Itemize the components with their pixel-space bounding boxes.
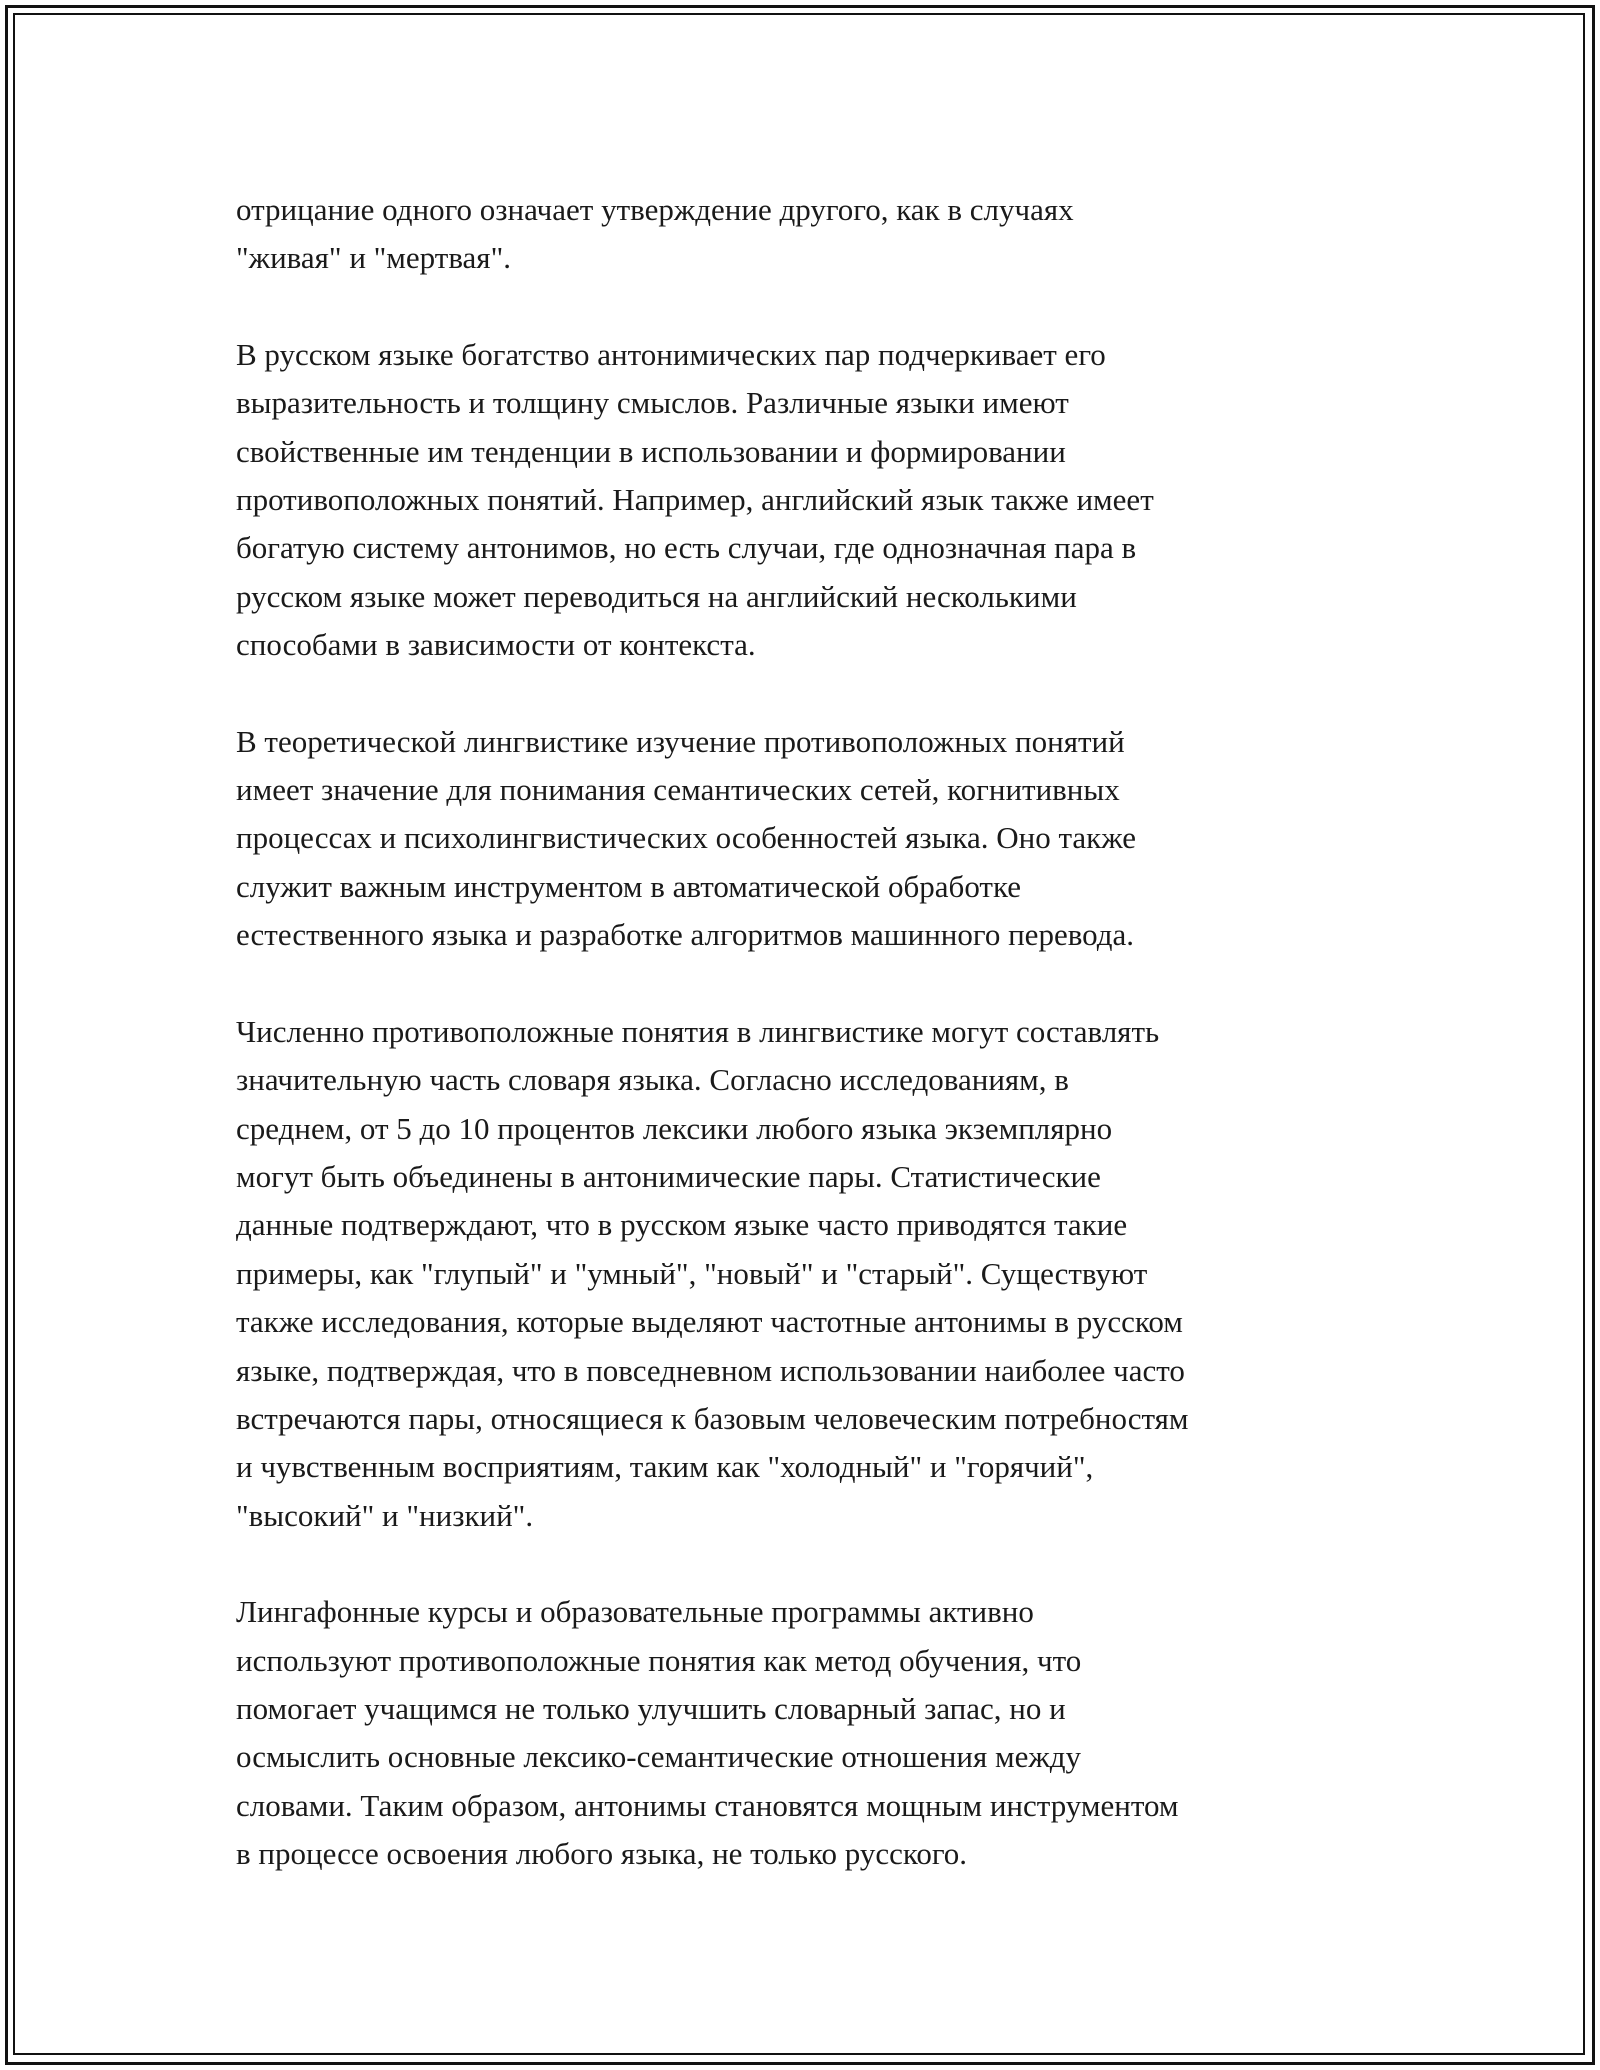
document-body [236,186,1366,1879]
paragraph: В русском языке богатство антонимических пар подчеркивает его выразительность и толщину смыслов. Различные языки имеют свойственные им тенденции в использовании и формировании противоположных понятий. Например, английский язык также имеет богатую систему антонимов, но есть случаи, где однозначная пара в русском языке может переводиться на английский несколькими способами в зависимости от контекста. [236,336,1154,663]
paragraph: В теоретической лингвистике изучение противоположных понятий имеет значение для понимания семантических сетей, когнитивных процессах и психолингвистических особенностей языка. Оно также служит важным инструментом в автоматической обработке естественного языка и разработке алгоритмов машинного перевода. [236,723,1137,953]
paragraph: отрицание одного означает утверждение другого, как в случаях "живая" и "мертвая". [236,192,1074,276]
paragraph: Численно противоположные понятия в лингвистике могут составлять значительную часть словаря языка. Согласно исследованиям, в среднем, от 5 до 10 процентов лексики любого языка экземплярно могут быть объединены в антонимические пары. Статистические данные подтверждают, что в русском языке часто приводятся такие примеры, как "глупый" и "умный", "новый" и "старый". Существуют также исследования, которые выделяют частотные антонимы в русском языке, подтверждая, что в повседневном использовании наиболее часто встречаются пары, относящиеся к базовым человеческим потребностям и чувственным восприятиям, таким как "холодный" и "горячий", "высокий" и "низкий". [236,1013,1189,1533]
paragraph: Лингафонные курсы и образовательные программы активно используют противоположные понятия как метод обучения, что помогает учащимся не только улучшить словарный запас, но и осмыслить основные лексико-семантические отношения между словами. Таким образом, антонимы становятся мощным инструментом в процессе освоения любого языка, не только русского. [236,1594,1179,1872]
